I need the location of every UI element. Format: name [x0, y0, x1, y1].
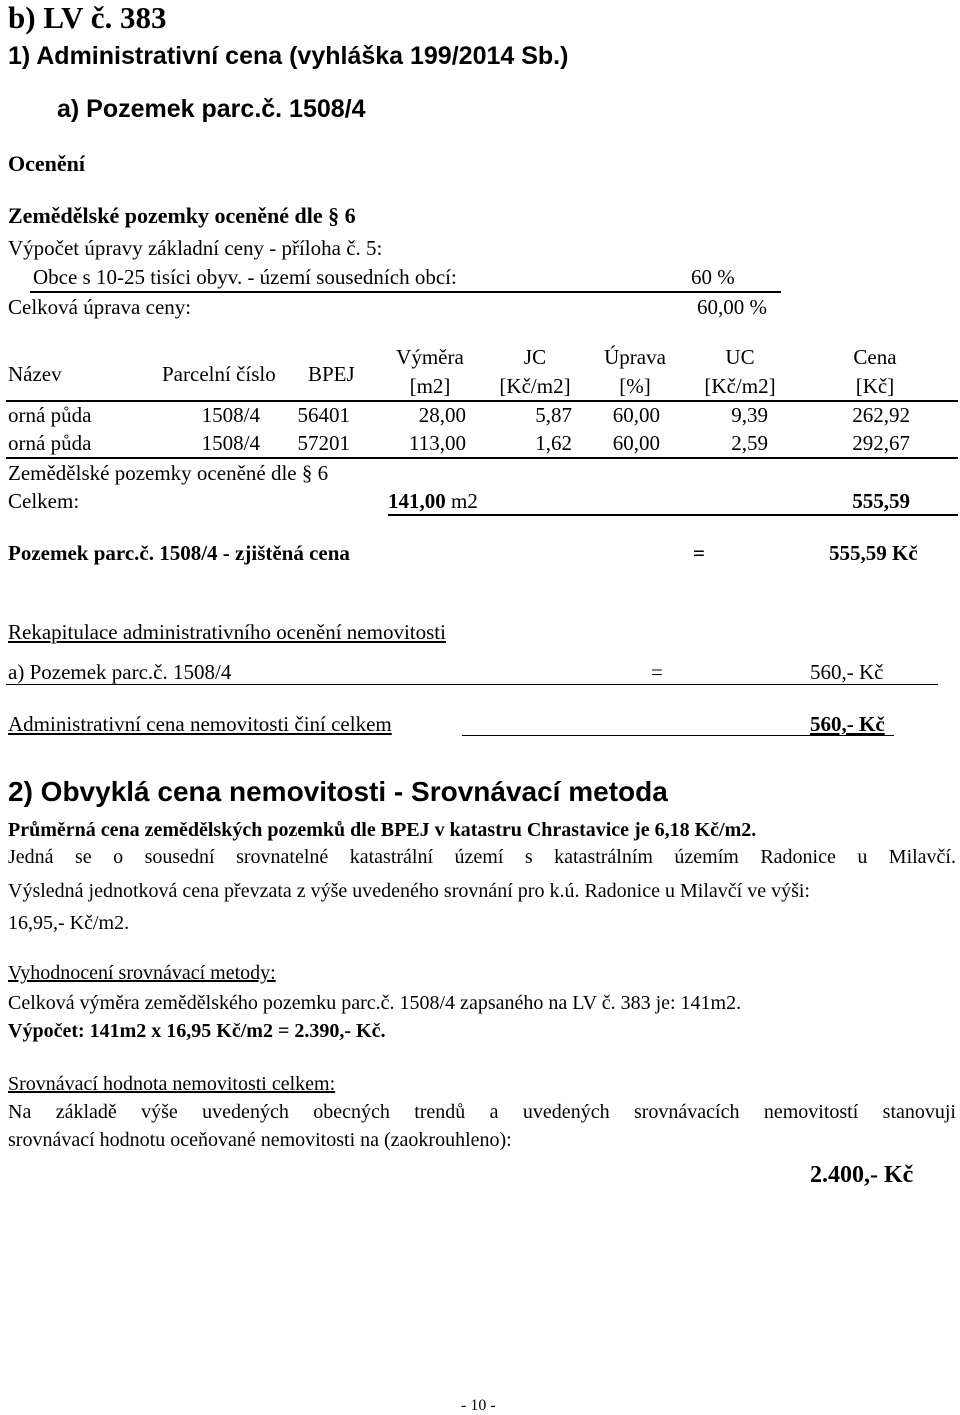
- celkem-area: [388, 489, 478, 514]
- zjistena-cena-value: 555,59 Kč: [829, 541, 918, 565]
- celkem-area-unit: m2: [451, 489, 478, 513]
- lv-heading: b) LV č. 383: [8, 0, 167, 35]
- section2-heading: 2) Obvyklá cena nemovitosti - Srovnávací metoda: [8, 776, 668, 807]
- cell-parcel: 1508/4: [201, 403, 260, 427]
- vysledna-cena-value: 16,95,- Kč/m2.: [8, 912, 130, 934]
- admin-cena-total-line: [462, 735, 894, 736]
- celkova-vymera-text: Celková výměra zemědělského pozemku parc.č. 1508/4 zapsaného na LV č. 383 je: 141m2.: [8, 992, 742, 1014]
- cell-uprava: 60,00: [612, 431, 660, 455]
- cell-uc: 2,59: [731, 431, 768, 455]
- cell-uc: 9,39: [731, 403, 768, 427]
- prumerna-cena-text: Průměrná cena zemědělských pozemků dle BPEJ v katastru Chrastavice je 6,18 Kč/m2.: [8, 819, 757, 841]
- cell-nazev: orná půda: [8, 431, 92, 455]
- vysledna-cena-text: Výsledná jednotková cena převzata z výše uvedeného srovnání pro k.ú. Radonice u Milavčí ve výši:: [8, 880, 810, 902]
- cell-bpej: 57201: [297, 431, 350, 455]
- srovnavaci-hodnota-title: Srovnávací hodnota nemovitosti celkem:: [8, 1073, 336, 1095]
- header-parcelni: Parcelní číslo: [162, 362, 276, 386]
- cell-vymera: 28,00: [418, 403, 466, 427]
- admin-cena-total-label: Administrativní cena nemovitosti činí celkem: [8, 712, 392, 736]
- table-footer-label: Zemědělské pozemky oceněné dle § 6: [8, 461, 329, 485]
- header-uc: UC: [725, 345, 755, 369]
- rekapitulace-item-eq: =: [651, 660, 663, 684]
- rekapitulace-item-line: [6, 684, 938, 685]
- jedna-se-text: Jedná se o sousední srovnatelné katastrální území s katastrálním územím Radonice u Milavčí.: [8, 846, 956, 868]
- na-zaklade-text: Na základě výše uvedených obecných trendů a uvedených srovnávacích nemovitostí stanovuji: [8, 1101, 956, 1123]
- header-uc-unit: [Kč/m2]: [704, 374, 776, 398]
- srovnavaci-hodnota-text: srovnávací hodnotu oceňované nemovitosti na (zaokrouhleno):: [8, 1129, 512, 1151]
- cell-nazev: orná půda: [8, 403, 92, 427]
- final-value: 2.400,- Kč: [810, 1162, 914, 1188]
- cell-bpej: 56401: [297, 403, 350, 427]
- zjistena-cena-label: Pozemek parc.č. 1508/4 - zjištěná cena: [8, 541, 350, 565]
- zjistena-cena-eq: =: [693, 541, 705, 565]
- admin-cena-total-value: 560,- Kč: [810, 712, 885, 736]
- header-uprava-unit: [%]: [619, 374, 651, 398]
- header-cena-unit: [Kč]: [855, 374, 895, 398]
- page-number: - 10 -: [461, 1397, 496, 1414]
- header-nazev: Název: [8, 362, 62, 386]
- cell-jc: 1,62: [535, 431, 572, 455]
- celkem-cena: 555,59: [852, 489, 910, 513]
- vypocet-text: Výpočet: 141m2 x 16,95 Kč/m2 = 2.390,- Kč.: [8, 1020, 386, 1042]
- item-a-heading: a) Pozemek parc.č. 1508/4: [57, 95, 366, 123]
- vyhodnoceni-title: Vyhodnocení srovnávací metody:: [8, 962, 276, 984]
- cell-cena: 262,92: [852, 403, 910, 427]
- table-header-line: [6, 400, 958, 402]
- header-jc: JC: [523, 345, 547, 369]
- header-uprava: Úprava: [604, 345, 666, 369]
- celkem-line: [388, 514, 958, 516]
- rekapitulace-item-label: a) Pozemek parc.č. 1508/4: [8, 660, 232, 684]
- header-jc-unit: [Kč/m2]: [499, 374, 571, 398]
- obce-underline: [30, 291, 781, 293]
- header-bpej: BPEJ: [308, 362, 355, 386]
- cell-parcel: 1508/4: [201, 431, 260, 455]
- cell-cena: 292,67: [852, 431, 910, 455]
- upravy-title: Výpočet úpravy základní ceny - příloha č. 5:: [8, 236, 383, 260]
- oceneni-subtitle: Zemědělské pozemky oceněné dle § 6: [8, 203, 356, 228]
- section1-heading: 1) Administrativní cena (vyhláška 199/2014 Sb.): [8, 42, 569, 70]
- cell-vymera: 113,00: [409, 431, 466, 455]
- celkem-area-value: 141,00: [388, 489, 446, 513]
- cell-uprava: 60,00: [612, 403, 660, 427]
- celkova-uprava-value: 60,00 %: [697, 295, 767, 319]
- table-rows-line: [6, 457, 958, 459]
- celkova-uprava-label: Celková úprava ceny:: [8, 295, 192, 319]
- rekapitulace-item-value: 560,- Kč: [810, 660, 884, 684]
- obce-value: 60 %: [691, 265, 735, 289]
- cell-jc: 5,87: [535, 403, 572, 427]
- oceneni-label: Ocenění: [8, 151, 85, 176]
- obce-label: Obce s 10-25 tisíci obyv. - území sousedních obcí:: [33, 265, 457, 289]
- header-vymera-unit: [m2]: [409, 374, 451, 398]
- rekapitulace-title: Rekapitulace administrativního ocenění nemovitosti: [8, 620, 446, 644]
- header-vymera: Výměra: [396, 345, 464, 369]
- header-cena: Cena: [853, 345, 897, 369]
- celkem-label: Celkem:: [8, 489, 80, 513]
